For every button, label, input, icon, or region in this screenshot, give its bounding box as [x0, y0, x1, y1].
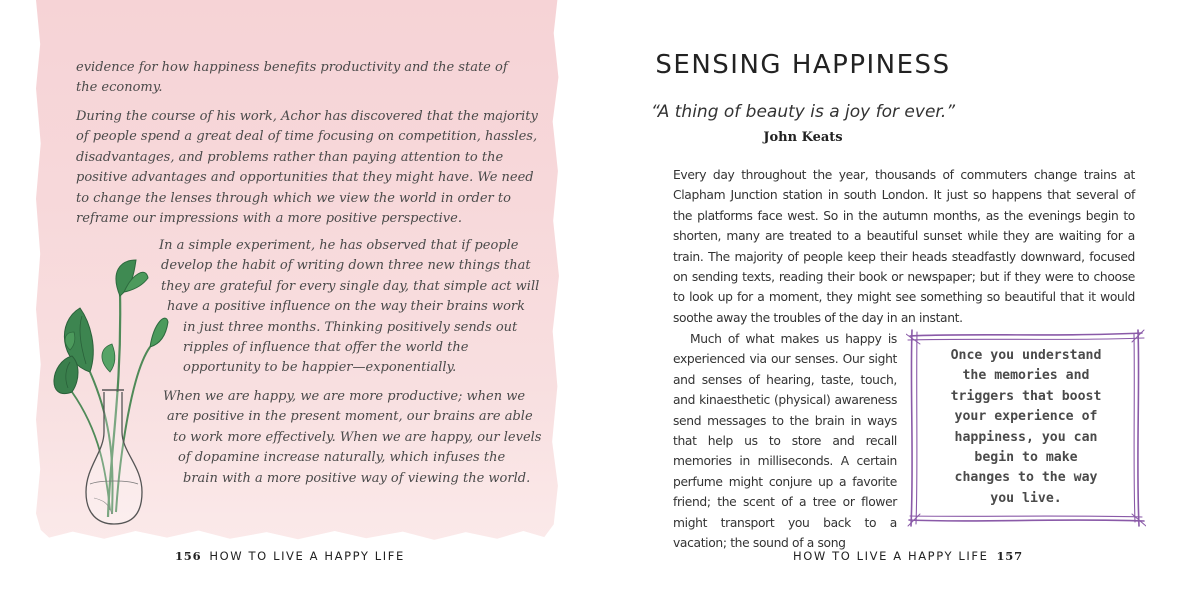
callout-box — [906, 328, 1146, 528]
epigraph-author: John Keats — [763, 130, 843, 145]
right-page-footer — [793, 546, 1023, 566]
callout-text — [920, 346, 1132, 509]
callout-line: begin to make — [974, 450, 1078, 466]
text-line: the economy. — [76, 80, 163, 96]
callout-line: the memories and — [962, 368, 1090, 384]
callout-line: happiness, you can — [954, 429, 1098, 445]
right-paragraph-1: Every day throughout the year, thousands of commuters change trains at Clapham Junction station in south London. It just so happens that several of the platforms face west. So in the autumn months, as the evenings begin to shorten, many are treated to a beautiful sunset while they are waiting for a train. The majority of people keep their heads steadfastly downward, focused on sending texts, reading their book or newspaper; but if they were to choose to look up for a moment, they might see something so beautiful that it would soothe away the troubles of the day in an instant. — [673, 168, 1135, 325]
text-line: of dopamine increase naturally, which infuses the — [178, 450, 506, 466]
callout-line: your experience of — [954, 409, 1098, 425]
page-number: 156 — [175, 549, 202, 563]
text-line: to work more effectively. When we are happy, our levels — [173, 429, 542, 445]
text-line: in just three months. Thinking positively sends out — [183, 319, 518, 335]
plant-in-vase-illustration — [50, 252, 170, 527]
epigraph-quote: “A thing of beauty is a joy for ever.” — [650, 102, 956, 122]
callout-line: changes to the way — [954, 470, 1098, 486]
page-number: 157 — [996, 549, 1023, 563]
text-line: have a positive influence on the way their brains work — [167, 299, 526, 315]
left-page-footer — [175, 546, 413, 566]
callout-line: triggers that boost — [950, 388, 1102, 404]
text-line: reframe our impressions with a more positive perspective. — [76, 211, 462, 227]
text-line: they are grateful for every single day, that simple act will — [161, 278, 540, 294]
text-line: When we are happy, we are more productive; when we — [163, 389, 526, 404]
chapter-title: SENSING HAPPINESS — [655, 50, 951, 80]
callout-line: Once you understand — [950, 348, 1102, 363]
text-line: evidence for how happiness benefits productivity and the state of — [76, 60, 508, 75]
text-line: During the course of his work, Achor has discovered that the majority — [76, 109, 538, 124]
callout-line: you live. — [990, 490, 1062, 506]
left-paragraph-2 — [76, 107, 546, 229]
text-line: ripples of influence that offer the world the — [183, 340, 469, 356]
text-line: In a simple experiment, he has observed that if people — [159, 238, 519, 253]
text-line: positive advantages and opportunities that they might have. We need — [76, 170, 534, 186]
right-page — [600, 0, 1200, 600]
right-paragraph-2: Much of what makes us happy is experienced via our senses. Our sight and senses of hearing, taste, touch, and kinaesthetic (physical) awareness send messages to the brain in ways that help us to store and recall memories in milliseconds. A certain perfume might conjure up a favorite friend; the scent of a tree or flower might transport you back to a vacation; the sound of a song — [673, 332, 897, 551]
text-line: brain with a more positive way of viewing the world. — [183, 470, 531, 486]
text-line: to change the lenses through which we view the world in order to — [76, 190, 511, 206]
left-paragraph-1 — [76, 58, 546, 99]
text-line: opportunity to be happier—exponentially. — [183, 360, 457, 376]
text-line: develop the habit of writing down three new things that — [161, 258, 531, 274]
text-line: disadvantages, and problems rather than paying attention to the — [76, 149, 504, 165]
text-line: of people spend a great deal of time focusing on competition, hassles, — [76, 129, 538, 145]
running-footer-title: HOW TO LIVE A HAPPY LIFE — [209, 549, 405, 563]
text-line: are positive in the present moment, our brains are able — [167, 409, 533, 425]
running-footer-title: HOW TO LIVE A HAPPY LIFE — [793, 549, 989, 563]
